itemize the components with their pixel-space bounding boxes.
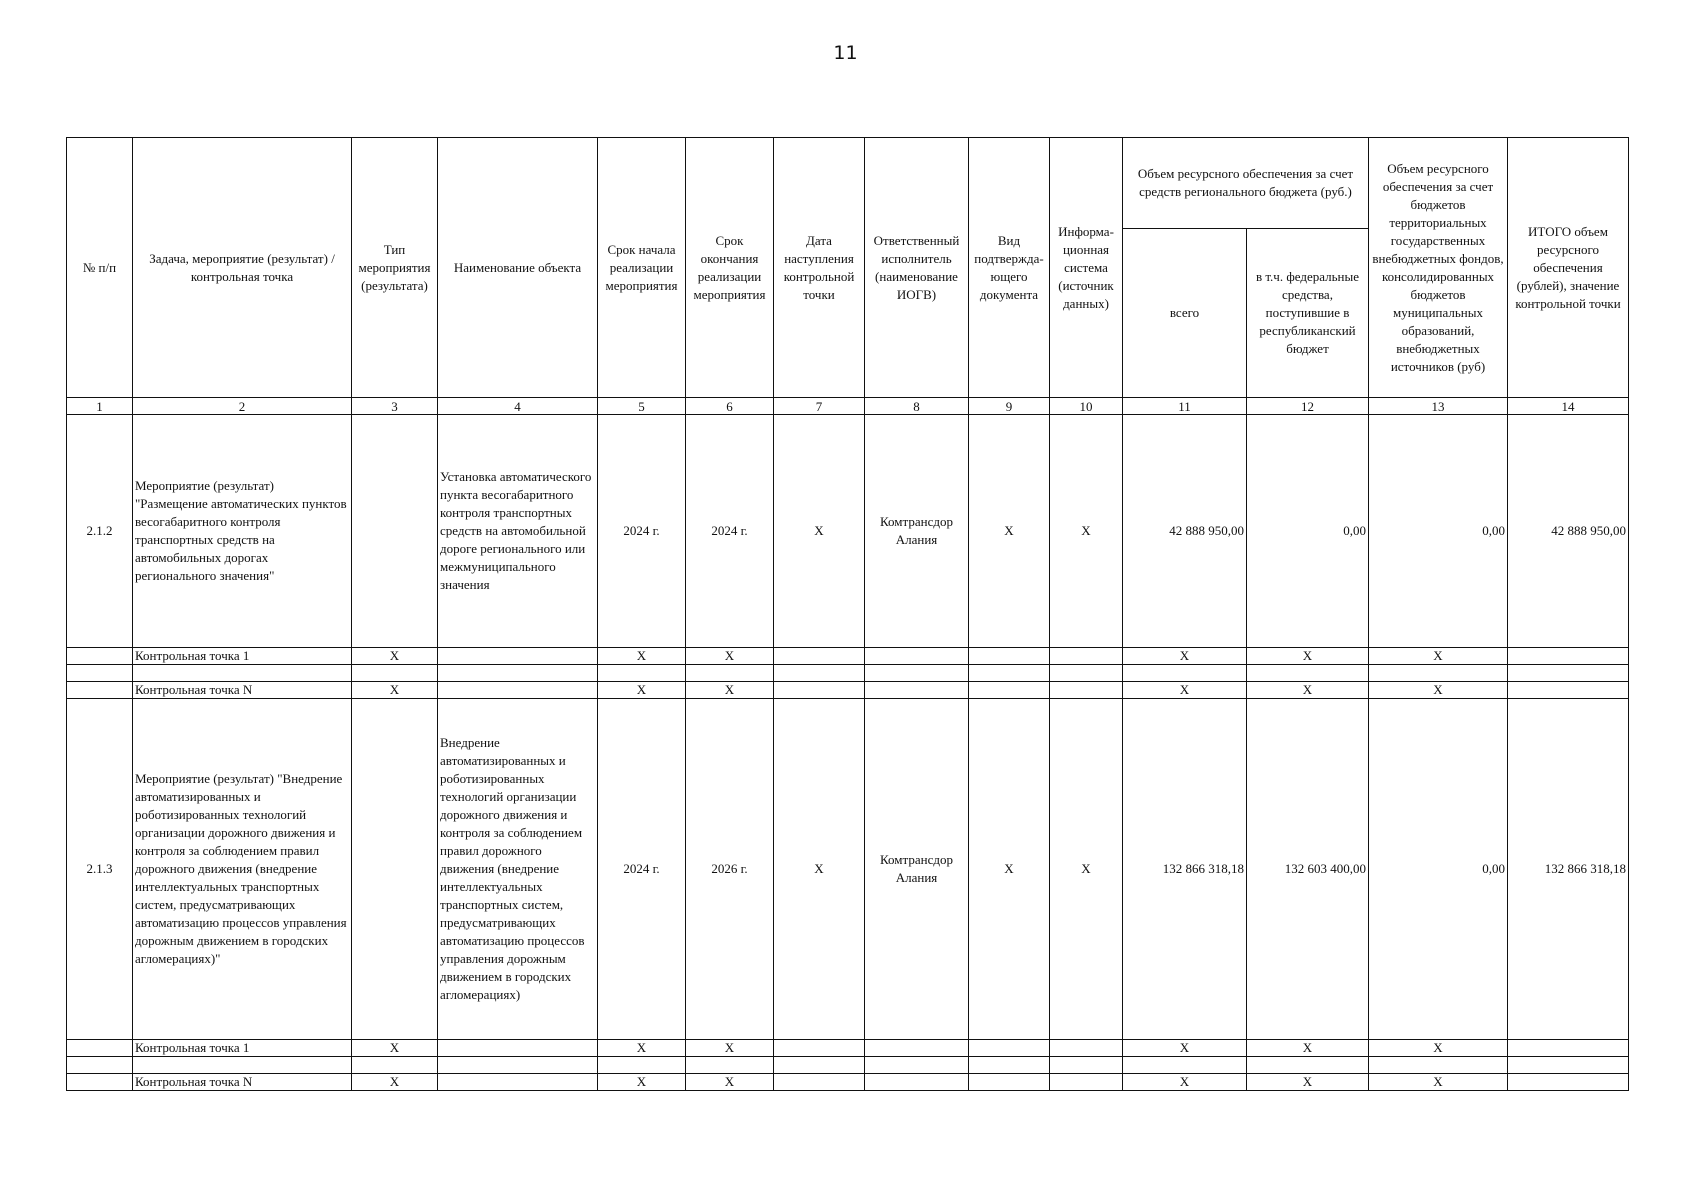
activity-total: 42 888 950,00 [1123,415,1247,648]
checkpoint-row [67,1040,1629,1057]
checkpoint-total: X [1123,682,1247,699]
checkpoint-start: X [598,1074,686,1091]
checkpoint-federal: X [1247,682,1369,699]
activity-type [352,699,438,1040]
column-number: 8 [865,398,969,415]
activity-total: 132 866 318,18 [1123,699,1247,1040]
checkpoint-end: X [686,648,774,665]
checkpoint-other: X [1369,648,1508,665]
checkpoint-federal: X [1247,1074,1369,1091]
checkpoint-end: X [686,682,774,699]
activity-executor: Комтрансдор Алания [865,699,969,1040]
header-cp-date: Дата наступления контрольной точки [774,138,865,398]
column-number: 1 [67,398,133,415]
checkpoint-type: X [352,1040,438,1057]
column-number: 14 [1508,398,1629,415]
activity-doc: X [969,415,1050,648]
checkpoint-start: X [598,682,686,699]
column-number: 4 [438,398,598,415]
activity-info: X [1050,699,1123,1040]
header-type: Тип мероприятия (результата) [352,138,438,398]
checkpoint-other: X [1369,1040,1508,1057]
activity-executor: Комтрансдор Алания [865,415,969,648]
page-number: 11 [833,42,858,64]
column-number: 13 [1369,398,1508,415]
activity-grand-total: 132 866 318,18 [1508,699,1629,1040]
blank-row [67,1057,1629,1074]
header-total: всего [1123,229,1247,398]
checkpoint-other: X [1369,682,1508,699]
header-num: № п/п [67,138,133,398]
checkpoint-label: Контрольная точка 1 [133,1040,352,1057]
activity-federal: 132 603 400,00 [1247,699,1369,1040]
header-row [67,138,1629,229]
header-regional-budget: Объем ресурсного обеспечения за счет средств регионального бюджета (руб.) [1123,138,1369,229]
activity-end: 2024 г. [686,415,774,648]
column-number: 10 [1050,398,1123,415]
column-number: 6 [686,398,774,415]
checkpoint-start: X [598,1040,686,1057]
checkpoint-federal: X [1247,648,1369,665]
activity-object: Установка автоматического пункта весогабаритного контроля транспортных средств на автомобильной дороге регионального или межмуниципального значения [438,415,598,648]
activity-cp-date: X [774,415,865,648]
activity-other: 0,00 [1369,415,1508,648]
activity-info: X [1050,415,1123,648]
activity-federal: 0,00 [1247,415,1369,648]
checkpoint-total: X [1123,1074,1247,1091]
activity-cp-date: X [774,699,865,1040]
checkpoint-federal: X [1247,1040,1369,1057]
header-end: Срок окончания реализации мероприятия [686,138,774,398]
resource-table [66,137,1629,1091]
header-task: Задача, мероприятие (результат) / контрольная точка [133,138,352,398]
checkpoint-total: X [1123,648,1247,665]
activity-row [67,699,1629,1040]
column-number-row [67,398,1629,415]
activity-task: Мероприятие (результат) "Размещение автоматических пунктов весогабаритного контроля транспортных средств на автомобильных дорогах регионального значения" [133,415,352,648]
checkpoint-label: Контрольная точка N [133,1074,352,1091]
activity-number: 2.1.3 [67,699,133,1040]
checkpoint-label: Контрольная точка N [133,682,352,699]
activity-doc: X [969,699,1050,1040]
column-number: 5 [598,398,686,415]
activity-number: 2.1.2 [67,415,133,648]
activity-start: 2024 г. [598,699,686,1040]
checkpoint-end: X [686,1040,774,1057]
activity-grand-total: 42 888 950,00 [1508,415,1629,648]
header-grand-total: ИТОГО объем ресурсного обеспечения (рублей), значение контрольной точки [1508,138,1629,398]
activity-task: Мероприятие (результат) "Внедрение автоматизированных и роботизированных технологий организации дорожного движения и контроля за соблюдением правил дорожного движения (внедрение интеллектуальных транспортных систем, предусматривающих автоматизацию процессов управления дорожным движением в городских агломерациях)" [133,699,352,1040]
header-info: Информа-ционная система (источник данных) [1050,138,1123,398]
header-start: Срок начала реализации мероприятия [598,138,686,398]
activity-object: Внедрение автоматизированных и роботизированных технологий организации дорожного движения и контроля за соблюдением правил дорожного движения (внедрение интеллектуальных транспортных систем, предусматривающих автоматизацию процессов управления дорожным движением в городских агломерациях) [438,699,598,1040]
header-doc: Вид подтвержда-ющего документа [969,138,1050,398]
checkpoint-row [67,682,1629,699]
checkpoint-other: X [1369,1074,1508,1091]
checkpoint-type: X [352,682,438,699]
column-number: 9 [969,398,1050,415]
column-number: 7 [774,398,865,415]
checkpoint-type: X [352,1074,438,1091]
column-number: 11 [1123,398,1247,415]
header-object: Наименование объекта [438,138,598,398]
activity-end: 2026 г. [686,699,774,1040]
checkpoint-row [67,1074,1629,1091]
header-federal: в т.ч. федеральные средства, поступившие в республиканский бюджет [1247,229,1369,398]
activity-row [67,415,1629,648]
column-number: 3 [352,398,438,415]
header-executor: Ответственный исполнитель (наименование ИОГВ) [865,138,969,398]
activity-type [352,415,438,648]
blank-row [67,665,1629,682]
checkpoint-type: X [352,648,438,665]
checkpoint-label: Контрольная точка 1 [133,648,352,665]
column-number: 12 [1247,398,1369,415]
checkpoint-start: X [598,648,686,665]
checkpoint-end: X [686,1074,774,1091]
checkpoint-row [67,648,1629,665]
checkpoint-total: X [1123,1040,1247,1057]
column-number: 2 [133,398,352,415]
activity-other: 0,00 [1369,699,1508,1040]
activity-start: 2024 г. [598,415,686,648]
header-other-sources: Объем ресурсного обеспечения за счет бюджетов территориальных государственных внебюджетных фондов, консолидированных бюджетов муниципальных образований, внебюджетных источников (руб) [1369,138,1508,398]
